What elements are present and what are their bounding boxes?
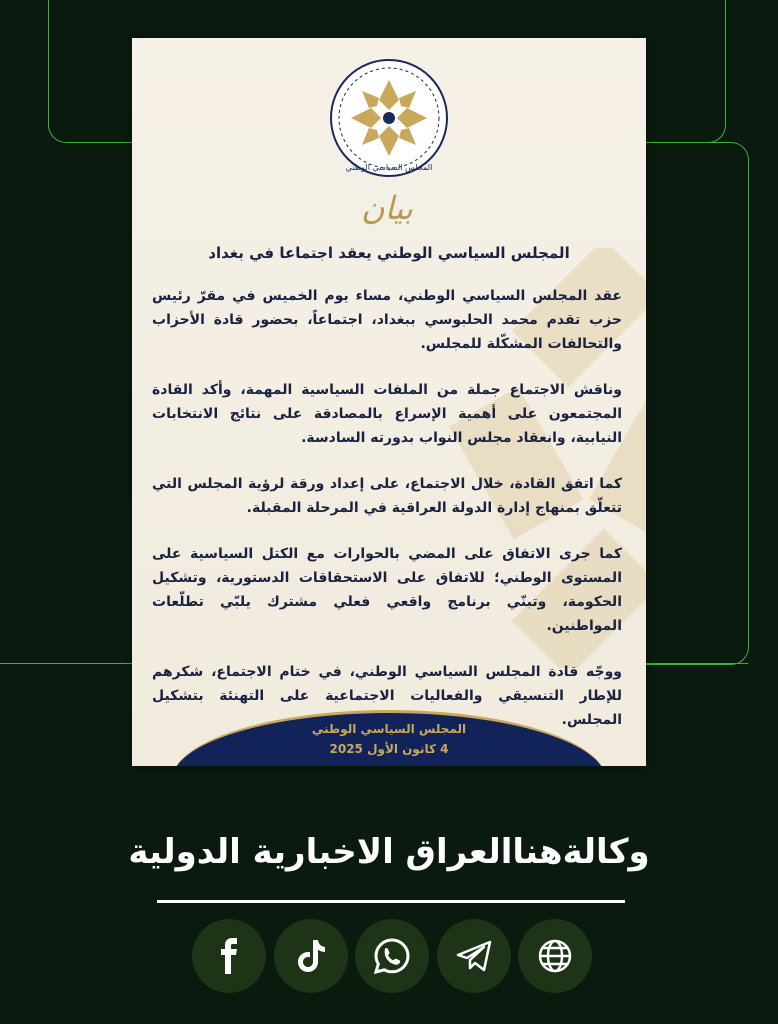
footer-organization: المجلس السياسي الوطني [311,722,467,736]
statement-paragraph: وناقش الاجتماع جملة من الملفات السياسية المهمة، وأكد القادة المجتمعون على أهمية الإسراع بالمصادقة على نتائج الانتخابات النيابية، وانعقاد مجلس النواب بدورته السادسة. [152,382,622,446]
statement-document [132,38,646,766]
globe-icon [535,936,575,976]
telegram-button[interactable] [437,919,511,993]
facebook-button[interactable] [192,919,266,993]
telegram-icon [454,936,494,976]
social-links [192,919,592,995]
website-button[interactable] [518,919,592,993]
seal-text: المجلس السياسي الوطني [345,163,433,172]
tiktok-button[interactable] [274,919,348,993]
statement-heading: بيان [361,189,413,227]
statement-paragraph: كما اتفق القادة، خلال الاجتماع، على إعداد ورقة لرؤية المجلس التي تتعلّق بمنهاج إدارة الدولة العراقية في المرحلة المقبلة. [152,476,622,516]
statement-paragraph: كما جرى الاتفاق على المضي بالحوارات مع الكتل السياسية على المستوى الوطني؛ للاتفاق على الاستحقاقات الدستورية، وتشكيل الحكومة، وتبنّي برنامج واقعي فعلي مشترك يلبّي تطلّعات المواطنين. [152,546,622,634]
divider [157,900,625,903]
facebook-icon [209,936,249,976]
council-seal-logo [329,58,449,178]
agency-name: وكالةهناالعراق الاخبارية الدولية [128,832,650,872]
statement-paragraph: عقد المجلس السياسي الوطني، مساء يوم الخميس في مقرّ رئيس حزب تقدم محمد الحلبوسي ببغداد، اجتماعاً، بحضور قادة الأحزاب والتحالفات المشكّلة للمجلس. [152,288,622,352]
statement-title: المجلس السياسي الوطني يعقد اجتماعا في بغداد [208,244,570,262]
statement-paragraph: ووجّه قادة المجلس السياسي الوطني، في ختام الاجتماع، شكرهم للإطار التنسيقي والفعاليات الاجتماعية على التهنئة بتشكيل المجلس. [152,664,622,728]
whatsapp-icon [372,936,412,976]
whatsapp-button[interactable] [355,919,429,993]
statement-body [152,284,622,754]
footer-date: 4 كانون الأول 2025 [329,742,449,756]
tiktok-icon [291,936,331,976]
